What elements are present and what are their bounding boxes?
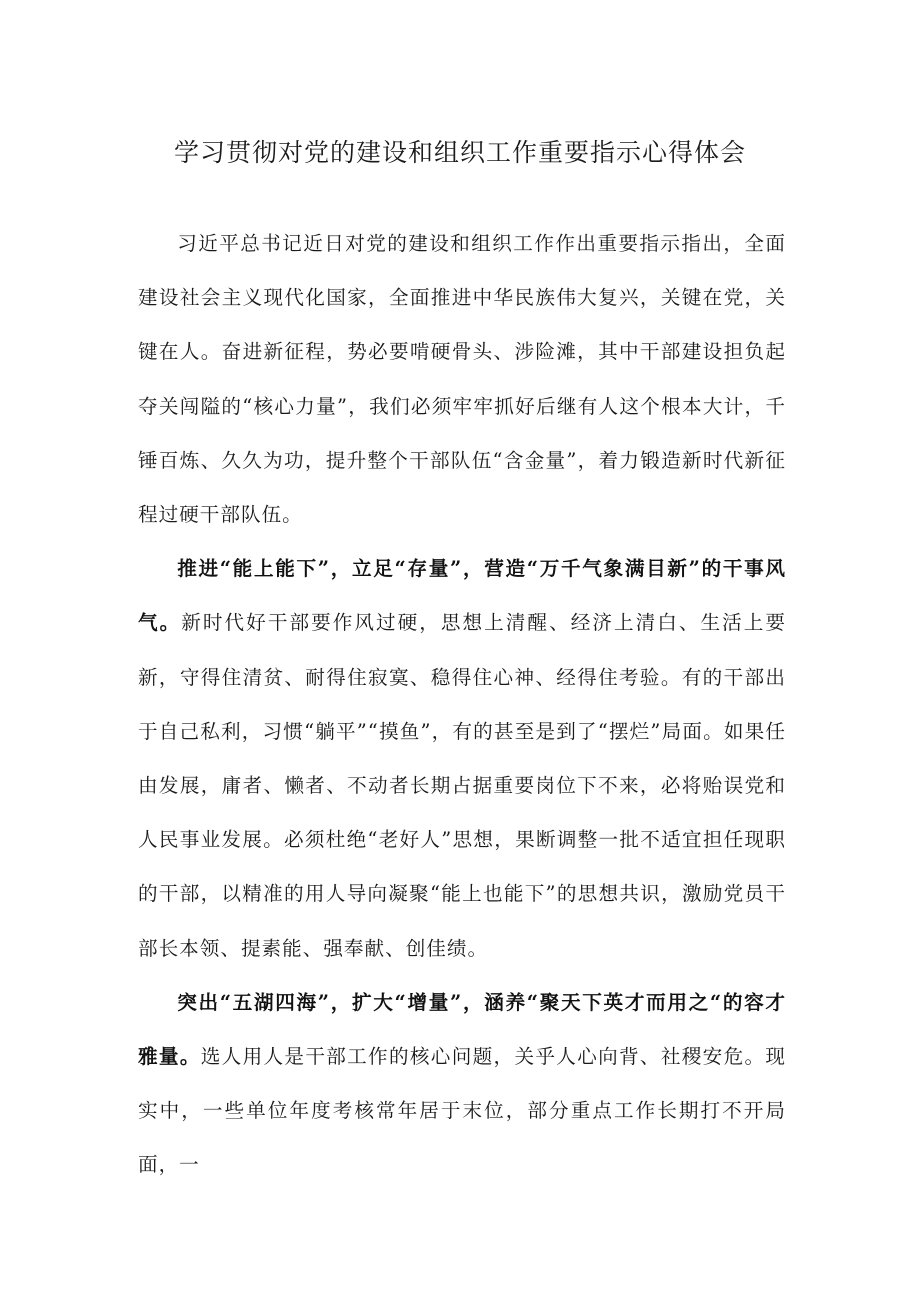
paragraph-text: 选人用人是干部工作的核心问题，关乎人心向背、社稷安危。现实中，一些单位年度考核常年居于末位，部分重点工作长期打不开局面，一 [138,1045,787,1177]
paragraph-section-2 [138,976,786,1193]
paragraph-intro [138,217,786,542]
document-title: 学习贯彻对党的建设和组织工作重要指示心得体会 [173,138,746,167]
document-body [138,217,786,1193]
paragraph-lead: 推进“能上能下”，立足“存量”，营造“万千气象满目新”的干事风气。 [138,557,786,635]
paragraph-text: 新时代好干部要作风过硬，思想上清醒、经济上清白、生活上要新，守得住清贫、耐得住寂寞、稳得住心神、经得住考验。有的干部出于自己私利，习惯“躺平”“摸鱼”，有的甚至是到了“摆烂”局面。如果任由发展，庸者、懒者、不动者长期占据重要岗位下不来，必将贻误党和人民事业发展。必须杜绝“老好人”思想，果断调整一批不适宜担任现职的干部，以精准的用人导向凝聚“能上也能下”的思想共识，激励党员干部长本领、提素能、强奉献、创佳绩。 [138,611,787,960]
paragraph-text: 习近平总书记近日对党的建设和组织工作作出重要指示指出，全面建设社会主义现代化国家，全面推进中华民族伟大复兴，关键在党，关键在人。奋进新征程，势必要啃硬骨头、涉险滩，其中干部建设担负起夺关闯隘的“核心力量”，我们必须牢牢抓好后继有人这个根本大计，千锤百炼、久久为功，提升整个干部队伍“含金量”，着力锻造新时代新征程过硬干部队伍。 [138,232,786,527]
paragraph-lead: 突出“五湖四海”，扩大“增量”，涵养“聚天下英才而用之“的容才雅量。 [138,990,786,1069]
paragraph-section-1 [138,542,786,976]
